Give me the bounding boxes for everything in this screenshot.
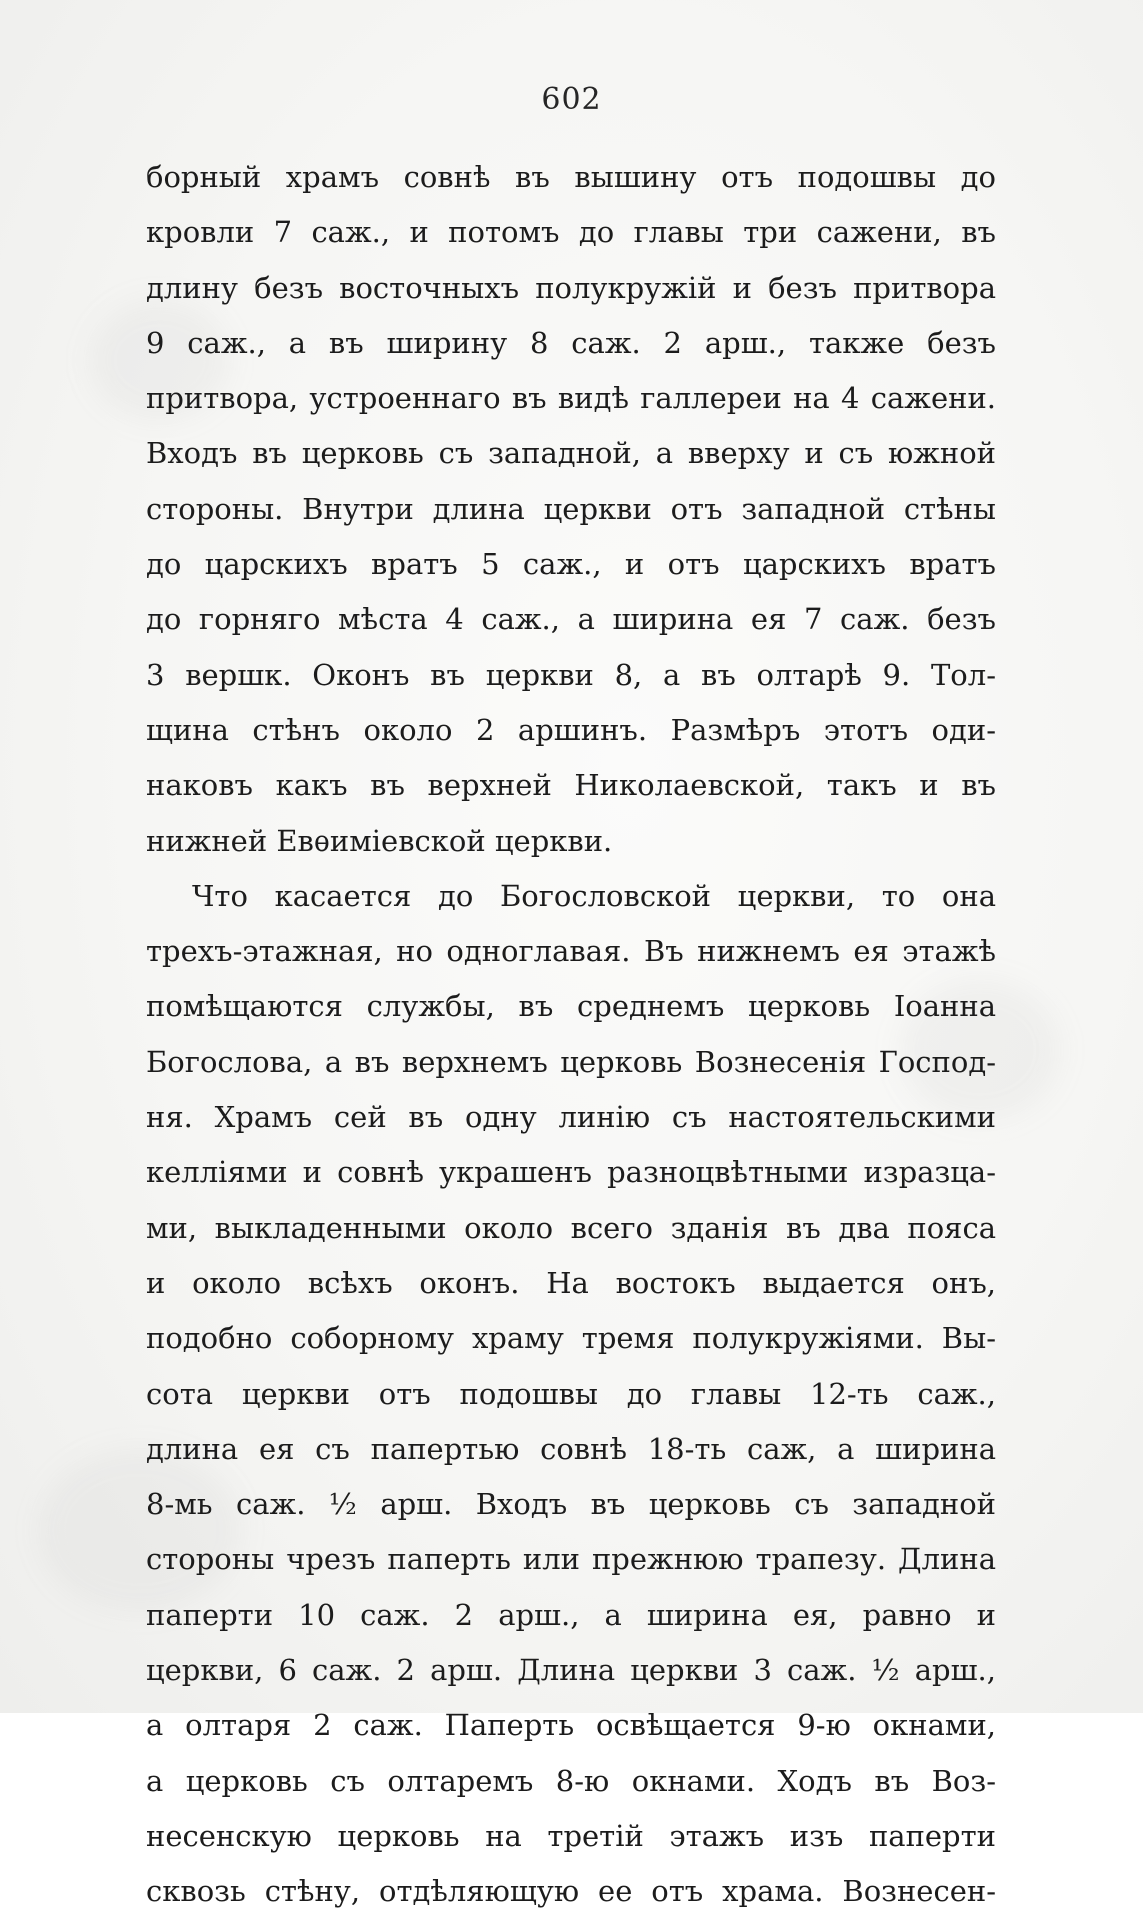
text-line: борный храмъ совнѣ въ вышину отъ подошвы до bbox=[146, 160, 996, 194]
text-line: келліями и совнѣ украшенъ разноцвѣтными изразца- bbox=[146, 1155, 996, 1190]
text-line: церкви, 6 саж. 2 арш. Длина церкви 3 саж. ½ арш., bbox=[146, 1653, 996, 1688]
text-line: стороны. Внутри длина церкви отъ западной стѣны bbox=[146, 491, 996, 526]
text-line: длину безъ восточныхъ полукружій и безъ притвора bbox=[146, 270, 996, 305]
text-line: ми, выкладенными около всего зданія въ два пояса bbox=[146, 1210, 996, 1245]
text-line: притвора, устроеннаго въ видѣ галлереи на 4 сажени. bbox=[146, 381, 996, 416]
text-line: сквозь стѣну, отдѣляющую ее отъ храма. Вознесен- bbox=[146, 1874, 996, 1909]
text-line: до царскихъ вратъ 5 саж., и отъ царскихъ вратъ bbox=[146, 547, 996, 582]
text-line: Богослова, а въ верхнемъ церковь Вознесенія Господ- bbox=[146, 1044, 996, 1079]
text-line: нижней Евѳиміевской церкви. bbox=[146, 823, 613, 858]
text-line: 8-мь саж. ½ арш. Входъ въ церковь съ западной bbox=[146, 1487, 996, 1522]
text-line: до горняго мѣста 4 саж., а ширина ея 7 саж. безъ bbox=[146, 602, 996, 637]
text-line: ня. Храмъ сей въ одну линію съ настоятельскими bbox=[146, 1100, 996, 1135]
text-line: а церковь съ олтаремъ 8-ю окнами. Ходъ въ Воз- bbox=[146, 1763, 996, 1798]
text-line: Входъ въ церковь съ западной, а вверху и съ южной bbox=[146, 436, 996, 471]
text-line: несенскую церковь на третій этажъ изъ паперти bbox=[146, 1818, 996, 1853]
text-line: щина стѣнъ около 2 аршинъ. Размѣръ этотъ оди- bbox=[146, 712, 996, 747]
text-line: трехъ-этажная, но одноглавая. Въ нижнемъ ея этажѣ bbox=[146, 934, 996, 969]
page-number: 602 bbox=[541, 82, 602, 117]
text-line: стороны чрезъ паперть или прежнюю трапезу. Длина bbox=[146, 1542, 996, 1577]
text-line: сота церкви отъ подошвы до главы 12-ть саж., bbox=[146, 1376, 996, 1411]
text-line: длина ея съ папертью совнѣ 18-ть саж, а ширина bbox=[146, 1431, 996, 1466]
text-line: а олтаря 2 саж. Паперть освѣщается 9-ю окнами, bbox=[146, 1708, 996, 1743]
text-line: наковъ какъ въ верхней Николаевской, такъ и въ bbox=[146, 768, 996, 803]
text-line: подобно соборному храму тремя полукружіями. Вы- bbox=[146, 1321, 996, 1356]
text-line: Что касается до Богословской церкви, то она bbox=[192, 878, 996, 913]
text-line: помѣщаются службы, въ среднемъ церковь Іоанна bbox=[146, 989, 996, 1024]
text-line: 3 вершк. Оконъ въ церкви 8, а въ олтарѣ 9. Тол- bbox=[146, 657, 996, 692]
text-line: 9 саж., а въ ширину 8 саж. 2 арш., также безъ bbox=[146, 325, 996, 360]
body-text bbox=[146, 150, 996, 1920]
text-line: и около всѣхъ оконъ. На востокъ выдается онъ, bbox=[146, 1265, 996, 1300]
text-line: кровли 7 саж., и потомъ до главы три сажени, въ bbox=[146, 215, 996, 250]
text-line: паперти 10 саж. 2 арш., а ширина ея, равно и bbox=[146, 1597, 996, 1632]
